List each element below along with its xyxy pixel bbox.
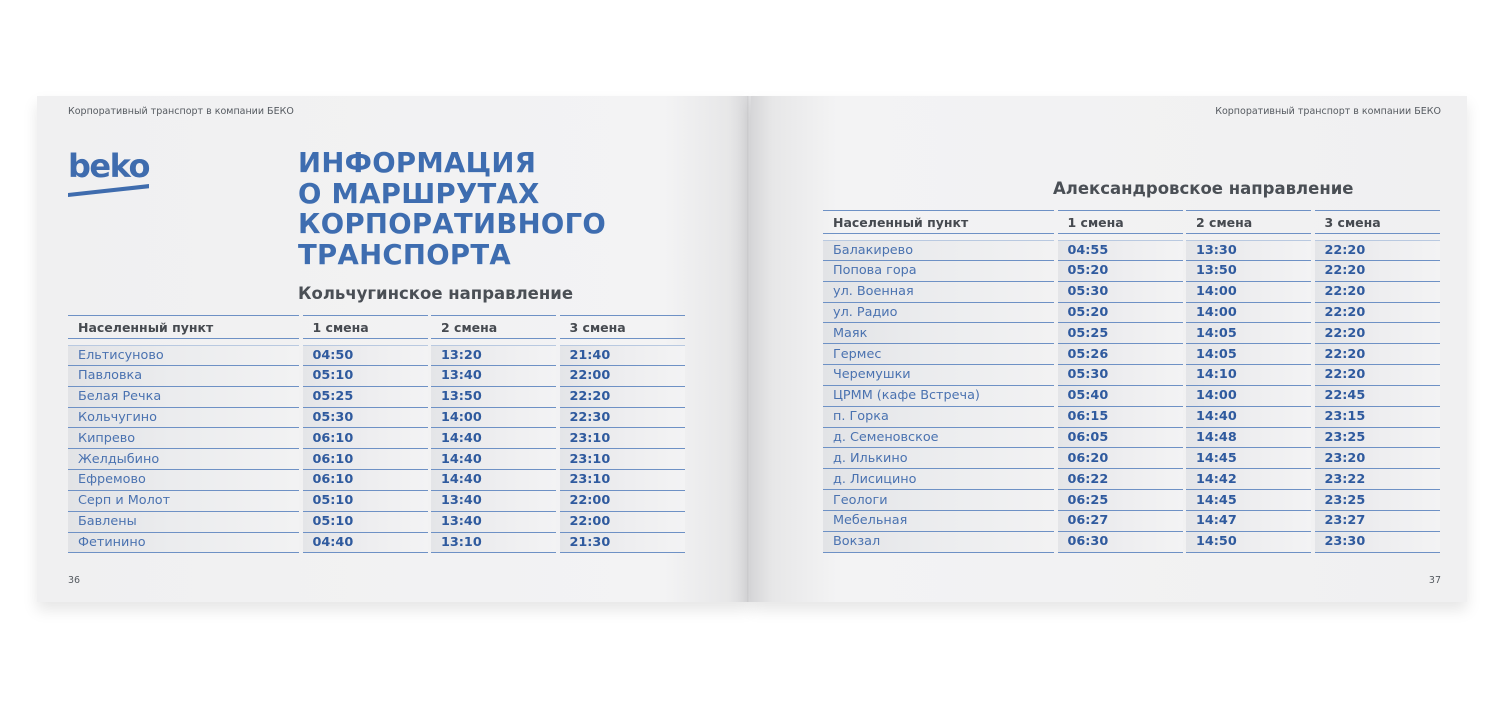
shift-1-time: 06:25: [1058, 490, 1183, 511]
shift-2-time: 14:05: [1186, 323, 1311, 344]
place-cell: д. Семеновское: [823, 428, 1054, 449]
shift-2-time: 14:40: [431, 470, 556, 491]
right-page: [751, 96, 1467, 602]
header-shift-2: 2 смена: [431, 315, 556, 339]
page-number-left: 36: [68, 575, 81, 586]
place-cell: Кипрево: [68, 428, 299, 449]
shift-1-time: 06:30: [1058, 532, 1183, 553]
place-cell: Геологи: [823, 490, 1054, 511]
shift-3-time: 22:20: [1315, 282, 1440, 303]
shift-1-time: 05:20: [1058, 303, 1183, 324]
table-row: [823, 448, 1440, 469]
shift-1-time: 06:10: [303, 470, 428, 491]
shift-1-time: 06:10: [303, 428, 428, 449]
place-cell: Серп и Молот: [68, 491, 299, 512]
place-cell: ул. Радио: [823, 303, 1054, 324]
header-shift-2: 2 смена: [1186, 210, 1311, 234]
table-row: [823, 365, 1440, 386]
place-cell: Желдыбино: [68, 449, 299, 470]
main-title-line: КОРПОРАТИВНОГО: [298, 208, 607, 240]
shift-3-time: 21:30: [560, 533, 685, 554]
table-row: [68, 449, 685, 470]
place-cell: Ельтисуново: [68, 345, 299, 366]
table-row: [823, 261, 1440, 282]
shift-3-time: 23:25: [1315, 428, 1440, 449]
table-row: [68, 366, 685, 387]
table-row: [823, 428, 1440, 449]
shift-2-time: 14:40: [431, 428, 556, 449]
shift-3-time: 23:22: [1315, 469, 1440, 490]
shift-2-time: 14:48: [1186, 428, 1311, 449]
shift-2-time: 13:50: [1186, 261, 1311, 282]
shift-1-time: 05:40: [1058, 386, 1183, 407]
shift-3-time: 22:20: [1315, 303, 1440, 324]
shift-1-time: 05:10: [303, 491, 428, 512]
shift-3-time: 22:30: [560, 408, 685, 429]
table-row: [68, 533, 685, 554]
shift-1-time: 06:10: [303, 449, 428, 470]
table-body: [823, 240, 1440, 553]
shift-3-time: 22:20: [1315, 261, 1440, 282]
shift-3-time: 23:27: [1315, 511, 1440, 532]
shift-2-time: 13:40: [431, 366, 556, 387]
shift-1-time: 06:22: [1058, 469, 1183, 490]
shift-2-time: 13:20: [431, 345, 556, 366]
shift-2-time: 14:00: [431, 408, 556, 429]
shift-2-time: 14:47: [1186, 511, 1311, 532]
shift-1-time: 06:20: [1058, 448, 1183, 469]
table-row: [823, 282, 1440, 303]
place-cell: Фетинино: [68, 533, 299, 554]
place-cell: Маяк: [823, 323, 1054, 344]
table-row: [68, 345, 685, 366]
shift-3-time: 22:00: [560, 491, 685, 512]
shift-1-time: 06:15: [1058, 407, 1183, 428]
shift-1-time: 05:26: [1058, 344, 1183, 365]
shift-3-time: 23:10: [560, 428, 685, 449]
place-cell: д. Илькино: [823, 448, 1054, 469]
shift-3-time: 22:45: [1315, 386, 1440, 407]
running-head-left: Корпоративный транспорт в компании БЕКО: [68, 106, 294, 117]
table-row: [823, 407, 1440, 428]
shift-3-time: 23:15: [1315, 407, 1440, 428]
shift-2-time: 14:45: [1186, 448, 1311, 469]
shift-3-time: 23:20: [1315, 448, 1440, 469]
table-row: [823, 303, 1440, 324]
shift-2-time: 13:40: [431, 491, 556, 512]
place-cell: Мебельная: [823, 511, 1054, 532]
table-header-row: [823, 210, 1440, 234]
shift-1-time: 05:20: [1058, 261, 1183, 282]
shift-3-time: 22:20: [1315, 344, 1440, 365]
shift-1-time: 04:55: [1058, 240, 1183, 261]
shift-1-time: 04:50: [303, 345, 428, 366]
place-cell: Белая Речка: [68, 387, 299, 408]
shift-2-time: 14:42: [1186, 469, 1311, 490]
shift-3-time: 22:20: [1315, 365, 1440, 386]
place-cell: Павловка: [68, 366, 299, 387]
table-body: [68, 345, 685, 553]
shift-1-time: 05:10: [303, 366, 428, 387]
header-shift-3: 3 смена: [1315, 210, 1440, 234]
shift-2-time: 13:30: [1186, 240, 1311, 261]
main-title-line: ИНФОРМАЦИЯ: [298, 147, 537, 179]
shift-2-time: 14:40: [1186, 407, 1311, 428]
shift-1-time: 06:27: [1058, 511, 1183, 532]
header-place: Населенный пункт: [68, 315, 299, 339]
shift-2-time: 14:10: [1186, 365, 1311, 386]
table-row: [823, 490, 1440, 511]
table-row: [823, 532, 1440, 553]
shift-2-time: 13:50: [431, 387, 556, 408]
table-row: [68, 428, 685, 449]
place-cell: Вокзал: [823, 532, 1054, 553]
header-place: Населенный пункт: [823, 210, 1054, 234]
table-row: [823, 344, 1440, 365]
shift-1-time: 05:30: [1058, 365, 1183, 386]
place-cell: Кольчугино: [68, 408, 299, 429]
table-row: [823, 386, 1440, 407]
left-page: [37, 96, 750, 602]
logo-wordmark: beko: [68, 147, 150, 185]
shift-2-time: 14:40: [431, 449, 556, 470]
place-cell: Бавлены: [68, 512, 299, 533]
table-row: [68, 387, 685, 408]
table-row: [68, 491, 685, 512]
place-cell: Черемушки: [823, 365, 1054, 386]
main-title: [298, 148, 606, 270]
place-cell: п. Горка: [823, 407, 1054, 428]
place-cell: Попова гора: [823, 261, 1054, 282]
alexandrov-section-title: Александровское направление: [1053, 179, 1354, 198]
shift-1-time: 05:10: [303, 512, 428, 533]
main-title-line: О МАРШРУТАХ: [298, 177, 540, 210]
table-row: [68, 408, 685, 429]
shift-3-time: 22:00: [560, 512, 685, 533]
place-cell: Балакирево: [823, 240, 1054, 261]
shift-2-time: 14:00: [1186, 386, 1311, 407]
shift-1-time: 06:05: [1058, 428, 1183, 449]
kolchugino-section-title: Кольчугинское направление: [298, 284, 574, 303]
shift-3-time: 23:30: [1315, 532, 1440, 553]
header-shift-1: 1 смена: [303, 315, 428, 339]
table-row: [823, 240, 1440, 261]
shift-2-time: 13:10: [431, 533, 556, 554]
table-row: [823, 511, 1440, 532]
running-head-right: Корпоративный транспорт в компании БЕКО: [1215, 106, 1441, 117]
shift-3-time: 23:10: [560, 470, 685, 491]
shift-2-time: 14:50: [1186, 532, 1311, 553]
shift-2-time: 14:00: [1186, 303, 1311, 324]
shift-3-time: 22:00: [560, 366, 685, 387]
shift-1-time: 05:25: [1058, 323, 1183, 344]
kolchugino-timetable: [68, 315, 685, 553]
place-cell: Гермес: [823, 344, 1054, 365]
shift-3-time: 22:20: [560, 387, 685, 408]
header-shift-1: 1 смена: [1058, 210, 1183, 234]
table-row: [823, 323, 1440, 344]
shift-1-time: 05:30: [1058, 282, 1183, 303]
shift-3-time: 22:20: [1315, 240, 1440, 261]
page-number-right: 37: [1428, 575, 1441, 586]
header-shift-3: 3 смена: [560, 315, 685, 339]
shift-2-time: 14:00: [1186, 282, 1311, 303]
table-row: [823, 469, 1440, 490]
shift-2-time: 14:05: [1186, 344, 1311, 365]
shift-3-time: 21:40: [560, 345, 685, 366]
place-cell: д. Лисицино: [823, 469, 1054, 490]
shift-1-time: 05:30: [303, 408, 428, 429]
shift-1-time: 05:25: [303, 387, 428, 408]
shift-2-time: 13:40: [431, 512, 556, 533]
place-cell: ул. Военная: [823, 282, 1054, 303]
main-title-line: ТРАНСПОРТА: [298, 238, 511, 271]
alexandrov-timetable: [823, 210, 1440, 553]
logo-swoosh-icon: [68, 182, 154, 200]
place-cell: Ефремово: [68, 470, 299, 491]
shift-3-time: 23:25: [1315, 490, 1440, 511]
shift-1-time: 04:40: [303, 533, 428, 554]
shift-3-time: 22:20: [1315, 323, 1440, 344]
table-row: [68, 512, 685, 533]
table-header-row: [68, 315, 685, 339]
beko-logo: [68, 147, 154, 200]
place-cell: ЦРММ (кафе Встреча): [823, 386, 1054, 407]
shift-3-time: 23:10: [560, 449, 685, 470]
shift-2-time: 14:45: [1186, 490, 1311, 511]
table-row: [68, 470, 685, 491]
